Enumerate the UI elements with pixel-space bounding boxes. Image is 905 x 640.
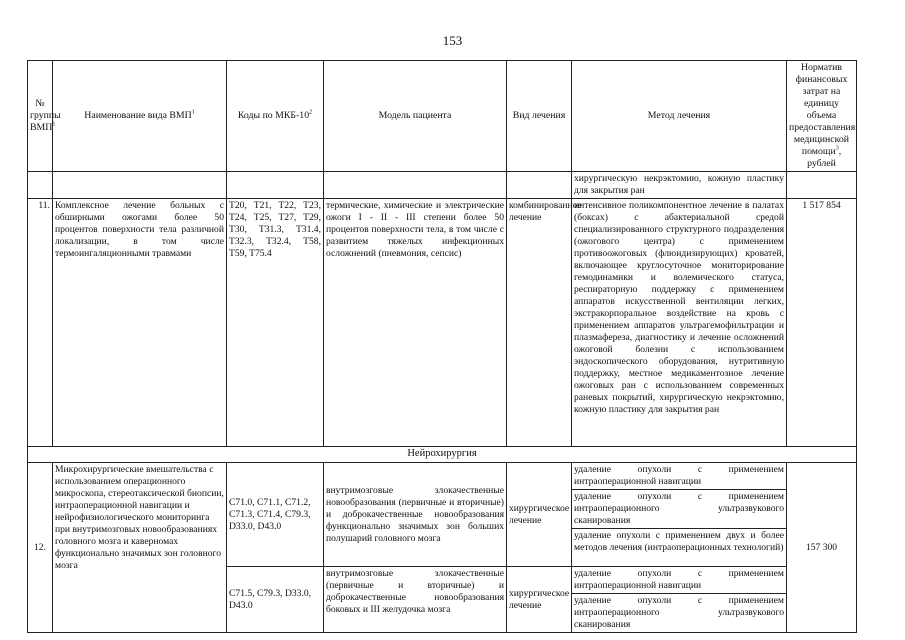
group-12-sub1-model: внутримозговые злокачественные новообразования (первичные и вторичные) и доброкачественные новообразования функционально значимых зон больших полушарий головного мозга xyxy=(324,463,507,567)
group-11-codes: T20, T21, T22, T23, T24, T25, T27, T29, T30, T31.3, T31.4, T32.3, T32.4, T58, T59, T75.4 xyxy=(227,199,324,447)
continuation-method: хирургическую некрэктомию, кожную пластику для закрытия ран xyxy=(572,172,787,199)
group-11-number: 11. xyxy=(28,199,53,447)
group-12-sub2-codes: C71.5, C79.3, D33.0, D43.0 xyxy=(227,567,324,633)
header-patient-model: Модель пациента xyxy=(324,61,507,172)
group-12-sub1-method-2: удаление опухоли с применением интраоперационного ультразвукового сканирования xyxy=(572,490,787,529)
table-header-row xyxy=(28,61,857,172)
group-11-name: Комплексное лечение больных с обширными ожогами более 50 процентов поверхности тела различной локализации, в том числе термоингаляционными травмами xyxy=(53,199,227,447)
group-12-name: Микрохирургические вмешательства с использованием операционного микроскопа, стереотаксической биопсии, интраоперационной навигации и нейрофизиологического мониторинга при внутримозговых новообразованиях головного мозга и каверномах функционально значимых зон головного мозга xyxy=(53,463,227,633)
group-12-row-1 xyxy=(28,463,857,490)
group-12-sub1-treatment: хирургическое лечение xyxy=(507,463,572,567)
continuation-row xyxy=(28,172,857,199)
header-group-number: № группы ВМП$^1$ xyxy=(28,61,53,172)
header-vmp-name: Наименование вида ВМП$^1$ xyxy=(53,61,227,172)
page-number: 153 xyxy=(442,33,463,48)
group-11-treatment: комбинированное лечение xyxy=(507,199,572,447)
group-11-model: термические, химические и электрические ожоги I - II - III степени более 50 процентов поверхности тела, в том числе с развитием тяжелых инфекционных осложнений (пневмония, сепсис) xyxy=(324,199,507,447)
medical-care-table xyxy=(27,60,857,633)
group-12-sub2-treatment: хирургическое лечение xyxy=(507,567,572,633)
group-12-sub2-model: внутримозговые злокачественные (первичные и вторичные) и доброкачественные новообразования боковых и III желудочка мозга xyxy=(324,567,507,633)
section-row xyxy=(28,447,857,463)
header-treatment-method: Метод лечения xyxy=(572,61,787,172)
group-12-number: 12. xyxy=(28,463,53,633)
header-cost-norm: Норматив финансовых затрат на единицу объема предоставления медицинской помощи$^3$, рублей xyxy=(787,61,857,172)
group-12-sub1-method-1: удаление опухоли с применением интраоперационной навигации xyxy=(572,463,787,490)
group-11-cost: 1 517 854 xyxy=(787,199,857,447)
group-12-sub2-method-2: удаление опухоли с применением интраоперационного ультразвукового сканирования xyxy=(572,594,787,633)
group-12-sub1-codes: C71.0, C71.1, C71.2, C71.3, C71.4, C79.3, D33.0, D43.0 xyxy=(227,463,324,567)
group-11-row xyxy=(28,199,857,447)
header-icd-codes: Коды по МКБ-$10^2$ xyxy=(227,61,324,172)
section-title: Нейрохирургия xyxy=(28,447,857,463)
group-11-method: интенсивное поликомпонентное лечение в палатах (боксах) с абактериальной средой специализированного структурного подразделения (ожогового центра) с применением противоожоговых (флюидизирующих) кроватей, включающее круглосуточное мониторирование гемодинамики и волемического статуса, респираторную поддержку с применением аппаратов искусственной вентиляции легких, экстракорпоральное воздействие на кровь с применением аппаратов ультрагемофильтрации и плазмафереза, диагностику и лечение осложнений ожоговой болезни с использованием эндоскопического оборудования, нутритивную поддержку, местное медикаментозное лечение ожоговых ран с использованием современных раневых покрытий, хирургическую некрэктомию, кожную пластику для закрытия ран xyxy=(572,199,787,447)
group-12-cost: 157 300 xyxy=(787,463,857,633)
header-treatment-type: Вид лечения xyxy=(507,61,572,172)
group-12-sub1-method-3: удаление опухоли с применением двух и более методов лечения (интраоперационных технологий) xyxy=(572,529,787,567)
group-12-sub2-method-1: удаление опухоли с применением интраоперационной навигации xyxy=(572,567,787,594)
